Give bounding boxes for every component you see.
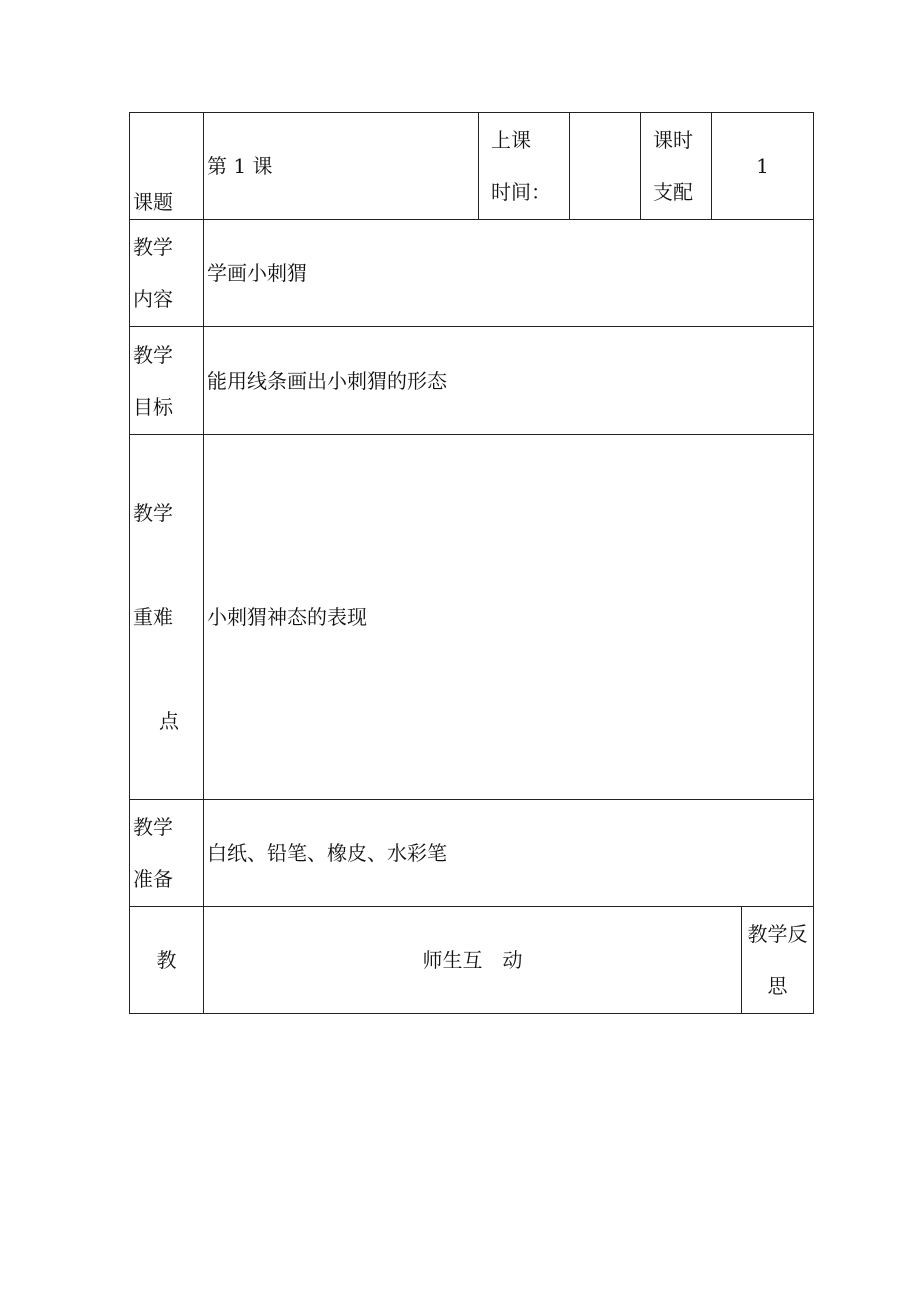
- key-difficult-label: [130, 435, 204, 800]
- period-value: 1: [712, 113, 814, 220]
- key-difficult-label-line2: 重难: [133, 605, 173, 629]
- topic-label: 课题: [130, 113, 204, 220]
- row-preparation: [130, 800, 814, 907]
- row-objective: [130, 327, 814, 435]
- teach-label: 教: [130, 907, 204, 1014]
- row-key-difficult: [130, 435, 814, 800]
- interaction-label: 师生互 动: [204, 907, 742, 1014]
- lesson-plan-table: [129, 112, 814, 1014]
- content-label: 教学 内容: [130, 220, 204, 327]
- content-value: 学画小刺猬: [204, 220, 814, 327]
- key-difficult-value: 小刺猬神态的表现: [204, 435, 814, 800]
- class-time-label: 上课 时间：: [479, 113, 570, 220]
- objective-label: 教学 目标: [130, 327, 204, 435]
- preparation-value: 白纸、铅笔、橡皮、水彩笔: [204, 800, 814, 907]
- objective-value: 能用线条画出小刺猬的形态: [204, 327, 814, 435]
- topic-value: 第 1 课: [204, 113, 479, 220]
- class-time-value: [570, 113, 641, 220]
- row-footer: [130, 907, 814, 1014]
- key-difficult-label-line1: 教学: [133, 501, 173, 525]
- row-topic: [130, 113, 814, 220]
- reflection-label: 教学反 思: [742, 907, 814, 1014]
- period-label: 课时 支配: [641, 113, 712, 220]
- row-content: [130, 220, 814, 327]
- preparation-label: 教学 准备: [130, 800, 204, 907]
- key-difficult-label-line3: 点: [159, 709, 179, 733]
